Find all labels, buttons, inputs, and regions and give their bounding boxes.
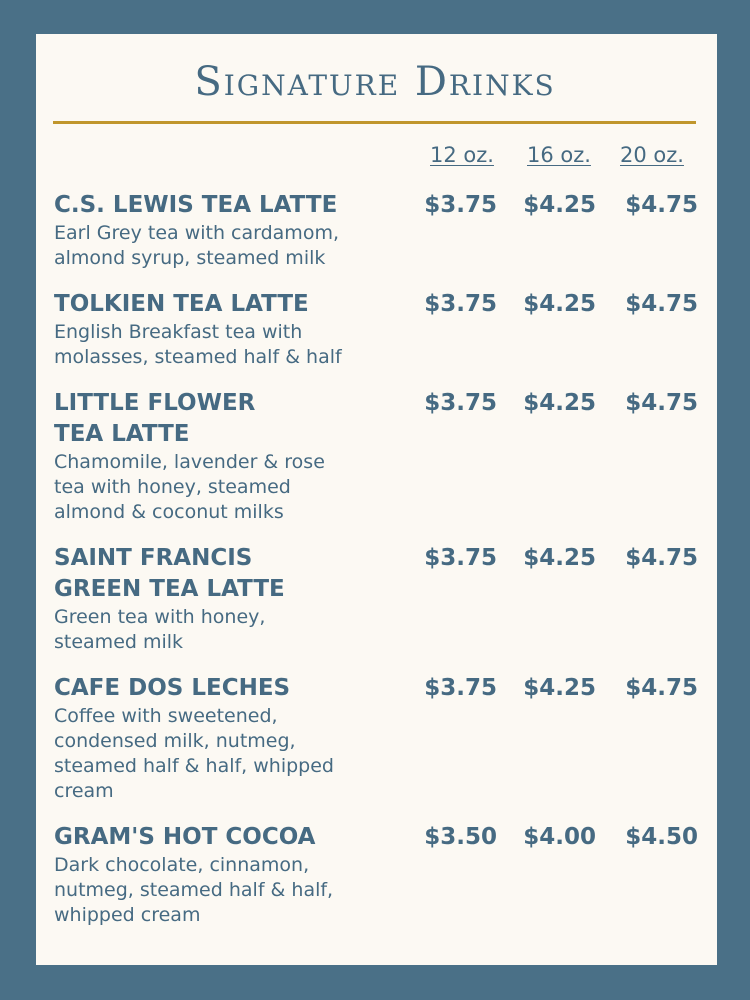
item-name: CAFE DOS LECHES (54, 675, 291, 701)
size-header-12oz: 12 oz. (430, 143, 494, 167)
size-header-16oz: 16 oz. (527, 143, 591, 167)
item-price-20oz: $4.75 (625, 192, 698, 218)
item-price-12oz: $3.50 (424, 824, 497, 850)
item-price-20oz: $4.75 (625, 675, 698, 701)
item-price-16oz: $4.00 (523, 824, 596, 850)
item-price-20oz: $4.50 (625, 824, 698, 850)
item-name: C.S. LEWIS TEA LATTE (54, 192, 338, 218)
item-name: LITTLE FLOWER TEA LATTE (54, 390, 256, 447)
item-price-16oz: $4.25 (523, 390, 596, 416)
item-description: Earl Grey tea with cardamom, almond syrup, steamed milk (54, 222, 339, 269)
item-price-20oz: $4.75 (625, 390, 698, 416)
item-description: Coffee with sweetened, condensed milk, nutmeg, steamed half & half, whipped cream (54, 705, 334, 802)
item-price-20oz: $4.75 (625, 291, 698, 317)
menu-title: Signature Drinks (194, 59, 556, 105)
size-header-20oz: 20 oz. (620, 143, 684, 167)
item-description: Chamomile, lavender & rose tea with honey, steamed almond & coconut milks (54, 451, 325, 523)
item-price-16oz: $4.25 (523, 545, 596, 571)
item-price-12oz: $3.75 (424, 192, 497, 218)
item-price-20oz: $4.75 (625, 545, 698, 571)
item-price-12oz: $3.75 (424, 675, 497, 701)
item-description: Dark chocolate, cinnamon, nutmeg, steamed half & half, whipped cream (54, 854, 334, 926)
title-divider (53, 121, 696, 124)
item-name: GRAM'S HOT COCOA (54, 824, 316, 850)
item-price-12oz: $3.75 (424, 545, 497, 571)
item-name: SAINT FRANCIS GREEN TEA LATTE (54, 545, 285, 602)
item-description: English Breakfast tea with molasses, steamed half & half (54, 321, 342, 368)
item-price-12oz: $3.75 (424, 291, 497, 317)
item-price-16oz: $4.25 (523, 675, 596, 701)
item-price-16oz: $4.25 (523, 291, 596, 317)
item-price-12oz: $3.75 (424, 390, 497, 416)
item-name: TOLKIEN TEA LATTE (54, 291, 309, 317)
item-description: Green tea with honey, steamed milk (54, 606, 266, 653)
item-price-16oz: $4.25 (523, 192, 596, 218)
